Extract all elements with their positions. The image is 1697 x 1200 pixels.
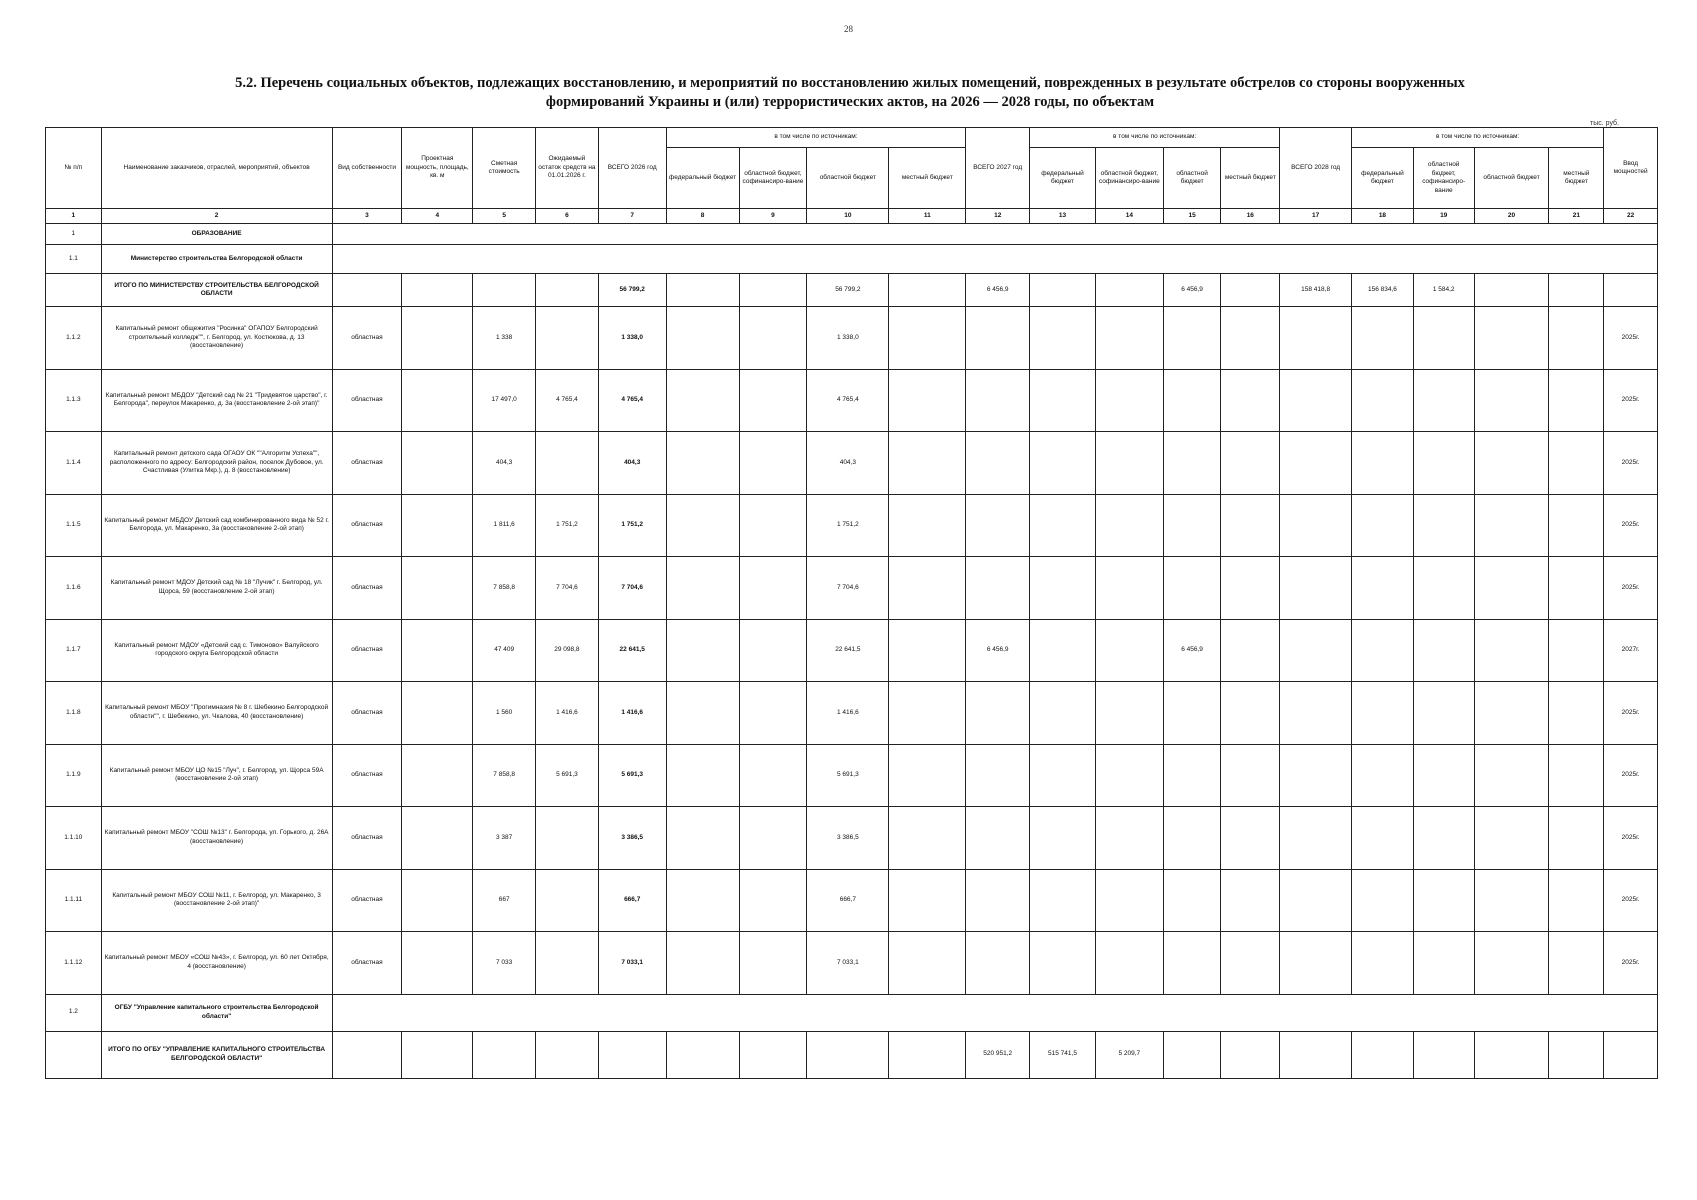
total-2027: 6 456,9 bbox=[966, 274, 1030, 307]
row-regional-2026: 5 691,3 bbox=[807, 744, 889, 807]
row-expected bbox=[536, 432, 599, 495]
row-expected: 1 416,6 bbox=[536, 682, 599, 745]
row-total-2026: 7 033,1 bbox=[598, 932, 666, 995]
header-name: Наименование заказчиков, отраслей, мероприятий, объектов bbox=[101, 128, 332, 209]
row-regional-2027 bbox=[1163, 432, 1221, 495]
row-commission-year: 2025г. bbox=[1604, 307, 1658, 370]
row-ownership: областная bbox=[332, 682, 402, 745]
row-total-2027 bbox=[966, 557, 1030, 620]
row-regional-2026: 1 751,2 bbox=[807, 494, 889, 557]
row-total-2027 bbox=[966, 369, 1030, 432]
row-name: Капитальный ремонт МБОУ СОШ №11, г. Белгород, ул. Макаренко, 3 (восстановление 2-ой этап)" bbox=[101, 869, 332, 932]
row-ownership: областная bbox=[332, 932, 402, 995]
column-number: 20 bbox=[1474, 209, 1549, 224]
row-regional-2027 bbox=[1163, 682, 1221, 745]
row-estimate: 404,3 bbox=[473, 432, 536, 495]
header-sources-2027: в том числе по источникам: bbox=[1030, 128, 1280, 148]
row-name: Капитальный ремонт МБДОУ Детский сад комбинированного вида № 52 г. Белгорода, ул. Макаренко, 3а (восстановление 2-ой этап) bbox=[101, 494, 332, 557]
subsection-row bbox=[46, 245, 1658, 274]
row-commission-year: 2027г. bbox=[1604, 619, 1658, 682]
row-num: 1.1.6 bbox=[46, 557, 102, 620]
table-row bbox=[46, 494, 1658, 557]
row-estimate: 667 bbox=[473, 869, 536, 932]
total-regional-2027: 6 456,9 bbox=[1163, 274, 1221, 307]
column-number: 13 bbox=[1030, 209, 1096, 224]
row-estimate: 47 409 bbox=[473, 619, 536, 682]
header-commission: Ввод мощностей bbox=[1604, 128, 1658, 209]
row-expected: 5 691,3 bbox=[536, 744, 599, 807]
unit-label: тыс. руб. bbox=[1590, 120, 1619, 127]
total-regional-cofin-2027: 5 209,7 bbox=[1095, 1031, 1163, 1078]
total-label: ИТОГО ПО ОГБУ "УПРАВЛЕНИЕ КАПИТАЛЬНОГО СТРОИТЕЛЬСТВА БЕЛГОРОДСКОЙ ОБЛАСТИ" bbox=[101, 1031, 332, 1078]
table-row bbox=[46, 682, 1658, 745]
column-number: 18 bbox=[1352, 209, 1414, 224]
row-total-2027 bbox=[966, 682, 1030, 745]
column-number-row bbox=[46, 209, 1658, 224]
row-regional-2026: 22 641,5 bbox=[807, 619, 889, 682]
row-estimate: 1 811,6 bbox=[473, 494, 536, 557]
row-name: Капитальный ремонт общежития "Росинка" ОГАПОУ Белгородский строительный колледж"", г. Белгород, ул. Костюкова, д. 13 (восстановление) bbox=[101, 307, 332, 370]
row-ownership: областная bbox=[332, 744, 402, 807]
row-ownership: областная bbox=[332, 369, 402, 432]
row-commission-year: 2025г. bbox=[1604, 494, 1658, 557]
row-commission-year: 2025г. bbox=[1604, 869, 1658, 932]
row-total-2027 bbox=[966, 932, 1030, 995]
row-commission-year: 2025г. bbox=[1604, 807, 1658, 870]
column-number: 9 bbox=[739, 209, 807, 224]
row-total-2027: 6 456,9 bbox=[966, 619, 1030, 682]
table-row bbox=[46, 869, 1658, 932]
row-expected bbox=[536, 932, 599, 995]
row-total-2026: 3 386,5 bbox=[598, 807, 666, 870]
header-local-2026: местный бюджет bbox=[889, 148, 966, 209]
row-num: 1.1.10 bbox=[46, 807, 102, 870]
subsection-label: ОГБУ "Управление капитального строительства Белгородской области" bbox=[101, 994, 332, 1031]
total-label: ИТОГО ПО МИНИСТЕРСТВУ СТРОИТЕЛЬСТВА БЕЛГОРОДСКОЙ ОБЛАСТИ bbox=[101, 274, 332, 307]
row-name: Капитальный ремонт МБОУ "СОШ №13" г. Белгорода, ул. Горького, д. 26А (восстановление) bbox=[101, 807, 332, 870]
title-line-1: 5.2. Перечень социальных объектов, подлежащих восстановлению, и мероприятий по восстановлению жилых помещений, поврежденных в результате обстрелов со стороны вооруженных bbox=[235, 75, 1465, 91]
row-commission-year: 2025г. bbox=[1604, 369, 1658, 432]
row-num: 1.1.12 bbox=[46, 932, 102, 995]
total-2027: 520 951,2 bbox=[966, 1031, 1030, 1078]
header-federal-2028: федеральный бюджет bbox=[1352, 148, 1414, 209]
row-name: Капитальный ремонт детского сада ОГАОУ ОК ""Алгоритм Успеха"", расположенного по адресу: Белгородский район, поселок Дубовое, ул. Счастливая (Улитка Мкр.), д. 8 (восстановление) bbox=[101, 432, 332, 495]
total-regional-cofin-2028: 1 584,2 bbox=[1413, 274, 1474, 307]
row-estimate: 7 033 bbox=[473, 932, 536, 995]
row-ownership: областная bbox=[332, 869, 402, 932]
row-regional-2027 bbox=[1163, 494, 1221, 557]
row-name: Капитальный ремонт МДОУ «Детский сад с. Тимоново» Валуйского городского округа Белгородской области bbox=[101, 619, 332, 682]
row-total-2026: 22 641,5 bbox=[598, 619, 666, 682]
row-regional-2027 bbox=[1163, 807, 1221, 870]
row-regional-2027 bbox=[1163, 869, 1221, 932]
header-total-2027: ВСЕГО 2027 год bbox=[966, 128, 1030, 209]
row-total-2026: 1 338,0 bbox=[598, 307, 666, 370]
row-regional-2026: 1 416,6 bbox=[807, 682, 889, 745]
row-num: 1.1.8 bbox=[46, 682, 102, 745]
section-label: ОБРАЗОВАНИЕ bbox=[101, 224, 332, 245]
row-total-2026: 5 691,3 bbox=[598, 744, 666, 807]
table-row bbox=[46, 307, 1658, 370]
row-name: Капитальный ремонт МДОУ Детский сад № 18 "Лучик" г. Белгород, ул. Щорса, 59 (восстановление 2-ой этап) bbox=[101, 557, 332, 620]
row-total-2026: 7 704,6 bbox=[598, 557, 666, 620]
row-regional-2026: 7 033,1 bbox=[807, 932, 889, 995]
header-capacity: Проектная мощность, площадь, кв. м bbox=[402, 128, 473, 209]
column-number: 1 bbox=[46, 209, 102, 224]
row-ownership: областная bbox=[332, 432, 402, 495]
row-num: 1.1.11 bbox=[46, 869, 102, 932]
row-expected bbox=[536, 307, 599, 370]
column-number: 3 bbox=[332, 209, 402, 224]
row-ownership: областная bbox=[332, 557, 402, 620]
row-estimate: 1 560 bbox=[473, 682, 536, 745]
header-regional-2027: областной бюджет bbox=[1163, 148, 1221, 209]
row-estimate: 7 858,8 bbox=[473, 557, 536, 620]
total-2028: 158 418,8 bbox=[1280, 274, 1352, 307]
column-number: 15 bbox=[1163, 209, 1221, 224]
row-commission-year: 2025г. bbox=[1604, 932, 1658, 995]
row-regional-2026: 1 338,0 bbox=[807, 307, 889, 370]
row-commission-year: 2025г. bbox=[1604, 744, 1658, 807]
column-number: 19 bbox=[1413, 209, 1474, 224]
total-regional-2026: 56 799,2 bbox=[807, 274, 889, 307]
row-total-2026: 1 751,2 bbox=[598, 494, 666, 557]
row-total-2026: 404,3 bbox=[598, 432, 666, 495]
object-rows bbox=[46, 307, 1658, 995]
row-commission-year: 2025г. bbox=[1604, 682, 1658, 745]
subsection-label: Министерство строительства Белгородской области bbox=[101, 245, 332, 274]
column-number: 7 bbox=[598, 209, 666, 224]
row-total-2027 bbox=[966, 494, 1030, 557]
row-regional-2027 bbox=[1163, 307, 1221, 370]
column-number: 4 bbox=[402, 209, 473, 224]
row-total-2027 bbox=[966, 744, 1030, 807]
row-num: 1.1.3 bbox=[46, 369, 102, 432]
total-federal-2028: 156 834,6 bbox=[1352, 274, 1414, 307]
table-row bbox=[46, 932, 1658, 995]
total-row bbox=[46, 1031, 1658, 1078]
table-row bbox=[46, 432, 1658, 495]
header-regional-2028: областной бюджет bbox=[1474, 148, 1549, 209]
row-total-2027 bbox=[966, 807, 1030, 870]
row-total-2026: 666,7 bbox=[598, 869, 666, 932]
title-line-2: формирований Украины и (или) террористических актов, на 2026 — 2028 годы, по объектам bbox=[545, 94, 1155, 110]
subsection-num: 1.2 bbox=[46, 994, 102, 1031]
row-total-2027 bbox=[966, 432, 1030, 495]
total-row bbox=[46, 274, 1658, 307]
table-row bbox=[46, 557, 1658, 620]
subsection-num: 1.1 bbox=[46, 245, 102, 274]
document-title bbox=[150, 74, 1550, 112]
row-regional-2026: 3 386,5 bbox=[807, 807, 889, 870]
row-ownership: областная bbox=[332, 807, 402, 870]
header-federal-2027: федеральный бюджет bbox=[1030, 148, 1096, 209]
header-local-2028: местный бюджет bbox=[1549, 148, 1604, 209]
row-num: 1.1.7 bbox=[46, 619, 102, 682]
column-number: 17 bbox=[1280, 209, 1352, 224]
section-row bbox=[46, 224, 1658, 245]
row-estimate: 17 497,0 bbox=[473, 369, 536, 432]
row-estimate: 1 338 bbox=[473, 307, 536, 370]
row-total-2026: 4 765,4 bbox=[598, 369, 666, 432]
header-num: № п/п bbox=[46, 128, 102, 209]
header-federal-2026: федеральный бюджет bbox=[666, 148, 739, 209]
row-regional-2027 bbox=[1163, 557, 1221, 620]
row-expected bbox=[536, 869, 599, 932]
row-ownership: областная bbox=[332, 619, 402, 682]
column-number: 10 bbox=[807, 209, 889, 224]
column-number: 14 bbox=[1095, 209, 1163, 224]
row-num: 1.1.9 bbox=[46, 744, 102, 807]
row-num: 1.1.2 bbox=[46, 307, 102, 370]
row-estimate: 7 858,8 bbox=[473, 744, 536, 807]
header-local-2027: местный бюджет bbox=[1221, 148, 1280, 209]
row-regional-2027: 6 456,9 bbox=[1163, 619, 1221, 682]
column-number: 11 bbox=[889, 209, 966, 224]
table-row bbox=[46, 369, 1658, 432]
header-expected: Ожидаемый остаток средств на 01.01.2026 г. bbox=[536, 128, 599, 209]
table-row bbox=[46, 807, 1658, 870]
row-num: 1.1.4 bbox=[46, 432, 102, 495]
row-name: Капитальный ремонт МБОУ «СОШ №43», г. Белгород, ул. 60 лет Октября, 4 (восстановление) bbox=[101, 932, 332, 995]
row-expected: 1 751,2 bbox=[536, 494, 599, 557]
section-num: 1 bbox=[46, 224, 102, 245]
subsection-row bbox=[46, 994, 1658, 1031]
row-total-2027 bbox=[966, 869, 1030, 932]
row-regional-2026: 404,3 bbox=[807, 432, 889, 495]
row-total-2026: 1 416,6 bbox=[598, 682, 666, 745]
row-ownership: областная bbox=[332, 494, 402, 557]
row-regional-2026: 666,7 bbox=[807, 869, 889, 932]
row-regional-2027 bbox=[1163, 744, 1221, 807]
header-sources-2028: в том числе по источникам: bbox=[1352, 128, 1604, 148]
header-total-2028: ВСЕГО 2028 год bbox=[1280, 128, 1352, 209]
row-commission-year: 2025г. bbox=[1604, 432, 1658, 495]
row-regional-2027 bbox=[1163, 932, 1221, 995]
row-regional-2027 bbox=[1163, 369, 1221, 432]
table-row bbox=[46, 744, 1658, 807]
table-row bbox=[46, 619, 1658, 682]
row-estimate: 3 387 bbox=[473, 807, 536, 870]
total-2026: 56 799,2 bbox=[598, 274, 666, 307]
row-num: 1.1.5 bbox=[46, 494, 102, 557]
column-number: 16 bbox=[1221, 209, 1280, 224]
column-number: 12 bbox=[966, 209, 1030, 224]
row-expected: 29 098,8 bbox=[536, 619, 599, 682]
column-number: 2 bbox=[101, 209, 332, 224]
header-regional-2026: областной бюджет bbox=[807, 148, 889, 209]
column-number: 6 bbox=[536, 209, 599, 224]
row-name: Капитальный ремонт МБДОУ "Детский сад № 21 "Тридевятое царство", г. Белгорода", переулок Макаренко, д. 3а (восстановление 2-ой этап)" bbox=[101, 369, 332, 432]
header-regional-cofin-2027: областной бюджет, софинансиро-вание bbox=[1095, 148, 1163, 209]
total-federal-2027: 515 741,5 bbox=[1030, 1031, 1096, 1078]
column-number: 5 bbox=[473, 209, 536, 224]
header-ownership: Вид собственности bbox=[332, 128, 402, 209]
row-expected bbox=[536, 807, 599, 870]
column-number: 22 bbox=[1604, 209, 1658, 224]
row-commission-year: 2025г. bbox=[1604, 557, 1658, 620]
header-regional-cofin-2026: областной бюджет, софинансиро-вание bbox=[739, 148, 807, 209]
header-row-1 bbox=[46, 128, 1658, 148]
row-expected: 4 765,4 bbox=[536, 369, 599, 432]
column-number: 8 bbox=[666, 209, 739, 224]
row-ownership: областная bbox=[332, 307, 402, 370]
header-estimate: Сметная стоимость bbox=[473, 128, 536, 209]
header-sources-2026: в том числе по источникам: bbox=[666, 128, 966, 148]
header-total-2026: ВСЕГО 2026 год bbox=[598, 128, 666, 209]
page-number: 28 bbox=[844, 24, 853, 34]
row-name: Капитальный ремонт МБОУ ЦО №15 "Луч", г. Белгород, ул. Щорса 59А (восстановление 2-ой этап) bbox=[101, 744, 332, 807]
objects-table bbox=[45, 127, 1658, 1079]
row-total-2027 bbox=[966, 307, 1030, 370]
row-regional-2026: 4 765,4 bbox=[807, 369, 889, 432]
row-expected: 7 704,6 bbox=[536, 557, 599, 620]
column-number: 21 bbox=[1549, 209, 1604, 224]
row-regional-2026: 7 704,6 bbox=[807, 557, 889, 620]
header-regional-cofin-2028: областной бюджет, софинансиро-вание bbox=[1413, 148, 1474, 209]
row-name: Капитальный ремонт МБОУ "Прогимназия № 8 г. Шебекино Белгородской области"", г. Шебекино, ул. Чкалова, 40 (восстановление) bbox=[101, 682, 332, 745]
